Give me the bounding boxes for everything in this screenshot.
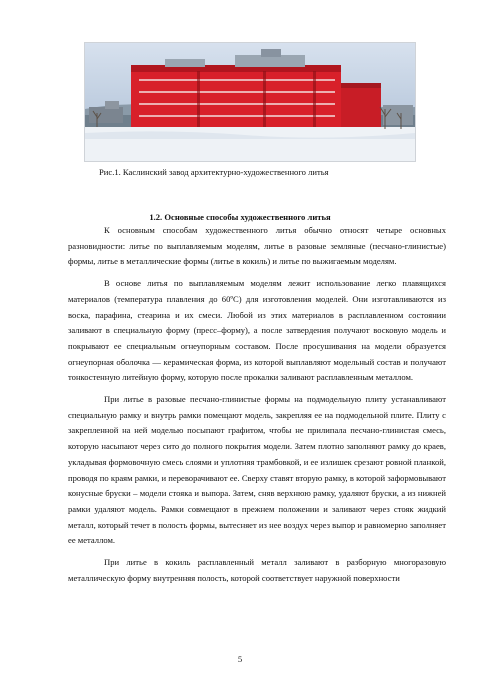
paragraph: При литье в разовые песчано-глинистые формы на подмодельную плиту устанавливают специальную рамку и внутрь рамки помещают модель, закрепляя ее на подмодельной плите. Плиту с закрепленной на ней моделью посыпают графитом, чтобы не прилипала песчано-глинистая смесь, которую насыпают через сито до полного покрытия модели. Затем плотно заполняют рамку до краев, укладывая формовочную смесь слоями и уплотняя трамбовкой, и ее излишек срезают ровной планкой, проводя по краям рамки, и переворачивают ее. Сверху ставят вторую рамку, в которой заформовывают конусные бруски – модели стояка и выпора. Затем, сняв верхнюю рамку, удаляют бруски, а из нижней рамки удаляют модель. Рамки совмещают в прежнем положении и заливают через стояк жидкий металл, который течет в полость формы, вытесняет из нее воздух через выпор и равномерно заполняет ее металлом.	[68, 394, 446, 546]
body-text	[68, 223, 446, 592]
factory-illustration	[85, 43, 415, 161]
figure-caption: Рис.1. Каслинский завод архитектурно-художественного литья	[99, 167, 329, 177]
paragraph: К основным способам художественного литья обычно относят четыре основных разновидности: литье по выплавляемым моделям, литье в разовые земляные (песчано-глинистые) формы, литье в металлические формы (литье в кокиль) и литье по выжигаемым моделям.	[68, 225, 446, 267]
page-number: 5	[237, 654, 243, 664]
factory-photo	[84, 42, 416, 162]
section-heading: 1.2. Основные способы художественного литья	[149, 212, 331, 222]
paragraph: При литье в кокиль расплавленный металл заливают в разборную многоразовую металлическую форму внутренняя полость, которой соответствует наружной поверхности	[68, 557, 446, 583]
paragraph: В основе литья по выплавляемым моделям лежит использование легко плавящихся материалов (температура плавления до 60ºС) для изготовления моделей. Они изготавливаются из воска, парафина, стеарина и их смеси. Любой из этих материалов в расплавленном состоянии заливают в специальную форму (пресс–форму), а после затвердения получают восковую модель и покрывают ее специальным огнеупорным составом. После просушивания на модели образуется огнеупорная оболочка — керамическая форма, из которой выплавляют модельный состав и получают тонкостенную литейную форму, которую после прокалки заливают расплавленным металлом.	[68, 278, 446, 383]
